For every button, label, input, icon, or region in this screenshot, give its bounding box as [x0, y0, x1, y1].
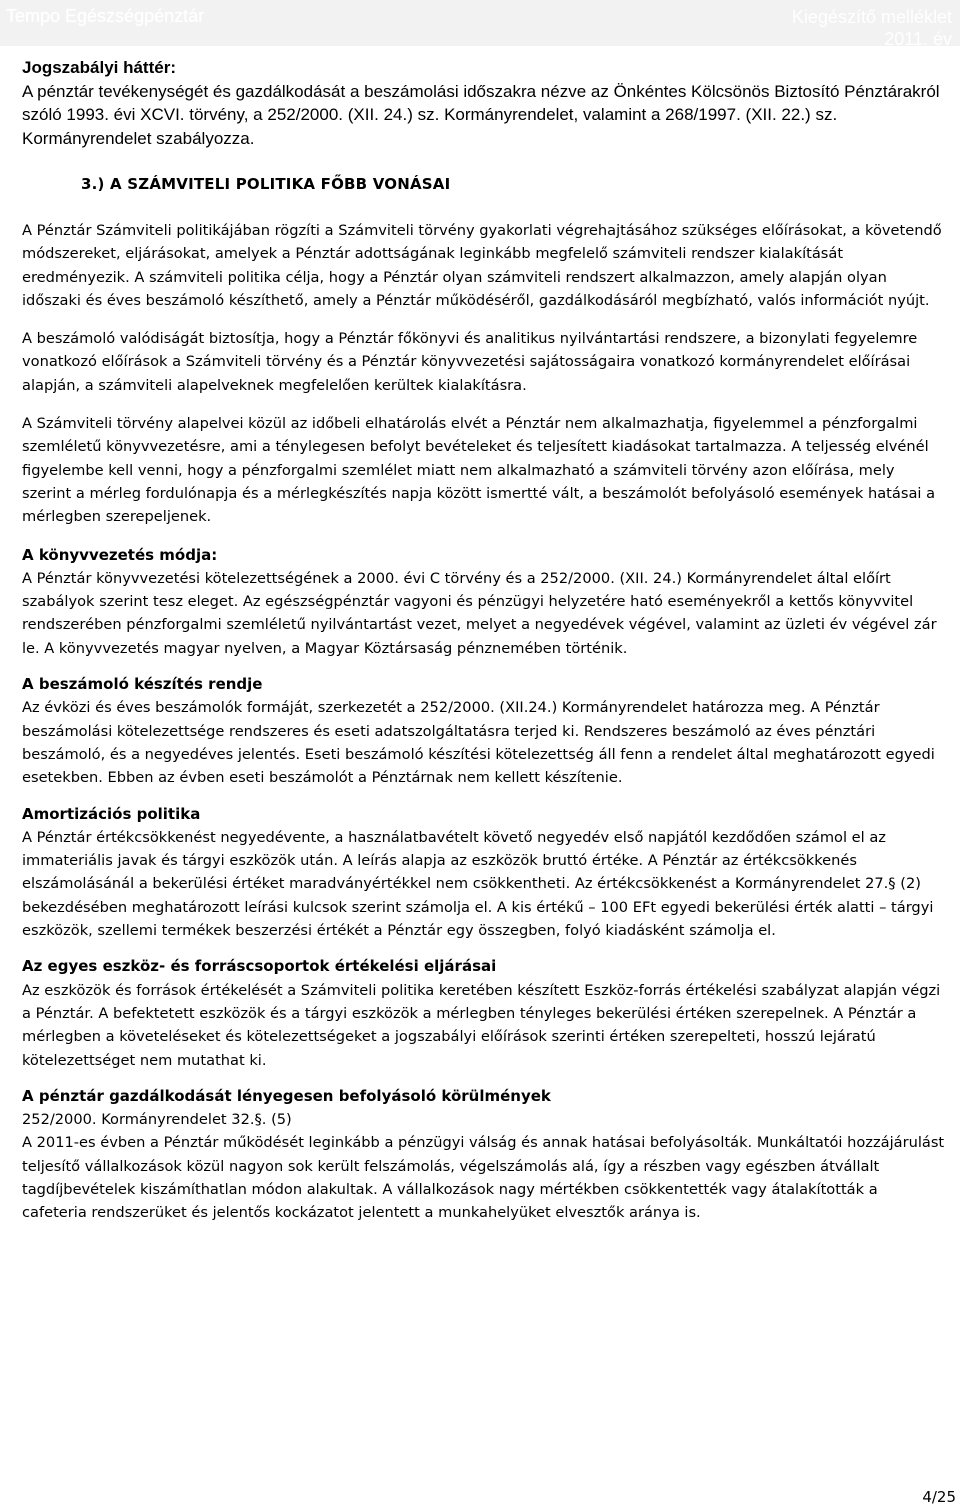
subsection-heading: A pénztár gazdálkodását lényegesen befolyásoló körülmények	[22, 1086, 551, 1105]
legal-background	[22, 56, 942, 150]
legal-title: Jogszabályi háttér:	[22, 58, 176, 77]
page-number: 4/25	[922, 1488, 956, 1506]
subsection-bookkeeping	[22, 544, 947, 660]
subsection-text: Az eszközök és források értékelését a Számviteli politika keretében készített Eszköz-forrás értékelési szabályzat alapján végzi a Pénztár. A befektetett eszközök és a tárgyi eszközök a mérlegben tényleges bekerülési értéken szerepelnek. A Pénztár a mérlegben a követeléseket és kötelezettségeket a jogszabályi előírások szerinti értéken szerepelteti, hosszú lejáratú kötelezettséget nem mutathat ki.	[22, 981, 941, 1069]
subsection-heading: Az egyes eszköz- és forráscsoportok értékelési eljárásai	[22, 957, 497, 976]
header-year: 2011. év	[884, 29, 952, 49]
subsection-reference: 252/2000. Kormányrendelet 32.§. (5)	[22, 1111, 292, 1129]
subsection-heading: A beszámoló készítés rendje	[22, 675, 263, 694]
section-title: 3.) A SZÁMVITELI POLITIKA FŐBB VONÁSAI	[81, 175, 451, 193]
subsection-report-order	[22, 673, 947, 789]
page-header	[0, 0, 960, 49]
subsection-heading: A könyvvezetés módja:	[22, 545, 218, 564]
subsection-text: A Pénztár értékcsökkenést negyedévente, a használatbavételt követő negyedév első napjától kezdődően számol el az immateriális javak és tárgyi eszközök után. A leírás alapja az eszközök bruttó értéke. A Pénztár az értékcsökkenés elszámolásánál a bekerülési értéket maradványértékkel nem csökkentheti. Az értékcsökkenést a Kormányrendelet 27.§ (2) bekezdésében meghatározott leírási kulcsok szerint számolja el. A kis értékű – 100 EFt egyedi bekerülési érték alatti – tárgyi eszközök, szellemi termékek beszerzési értékét a Pénztár egy összegben, folyó kiadásként számolja el.	[22, 828, 934, 940]
header-doc-info	[792, 6, 952, 50]
legal-text: A pénztár tevékenységét és gazdálkodását a beszámolási időszakra nézve az Önkéntes Kölcsönös Biztosító Pénztárakról szóló 1993. évi XCVI. törvény, a 252/2000. (XII. 24.) sz. Kormányrendelet, valamint a 268/1997. (XII. 22.) sz. Kormányrendelet szabályozza.	[22, 81, 940, 148]
paragraph: A Pénztár Számviteli politikájában rögzíti a Számviteli törvény gyakorlati végrehajtásához szükséges előírásokat, a követendő módszereket, eljárásokat, amelyek a Pénztár adottságának leginkább megfelelő számviteli rendszer kialakítását eredményezik. A számviteli politika célja, hogy a Pénztár olyan számviteli rendszert alkalmazzon, amely alapján olyan időszaki és éves beszámoló készíthető, amely a Pénztár működéséről, gazdálkodásáról megbízható, valós információt nyújt.	[22, 222, 942, 309]
paragraph: A Számviteli törvény alapelvei közül az időbeli elhatárolás elvét a Pénztár nem alkalmazhatja, figyelemmel a pénzforgalmi szemléletű könyvvezetésre, ami a ténylegesen befolyt bevételeket és teljesített kiadásokat tartalmazza. A teljesség elvénél figyelembe kell venni, hogy a pénzforgalmi szemlélet miatt nem alkalmazható a számviteli törvény azon előírása, mely szerint a mérleg fordulónapja és a mérlegkészítés napja között ismertté vált, a beszámolót befolyásoló események hatásai a mérlegben szerepeljenek.	[22, 415, 936, 526]
subsection-heading: Amortizációs politika	[22, 804, 201, 823]
subsection-amortization	[22, 803, 947, 943]
subsection-valuation	[22, 955, 947, 1071]
subsection-text: Az évközi és éves beszámolók formáját, szerkezetét a 252/2000. (XII.24.) Kormányrendelet határozza meg. A Pénztár beszámolási kötelezettsége rendszeres és eseti adatszolgáltatásra terjed ki. Rendszeres beszámoló az éves pénztári beszámoló, és a negyedéves jelentés. Eseti beszámoló készítési kötelezettség áll fenn a rendelet által meghatározott egyedi esetekben. Ebben az évben eseti beszámolót a Pénztárnak nem kellett készítenie.	[22, 699, 935, 787]
subsection-text: A Pénztár könyvvezetési kötelezettségének a 2000. évi C törvény és a 252/2000. (XII. 24.) Kormányrendelet által előírt szabályok szerint tesz eleget. Az egészségpénztár vagyoni és pénzügyi helyzetére ható eseményekről a kettős könyvvitel rendszerében pénzforgalmi szemléletű nyilvántartást vezet, melyet a negyedévek végével, valamint az üzleti év végével zár le. A könyvvezetés magyar nyelven, a Magyar Köztársaság pénznemében történik.	[22, 569, 937, 657]
header-doc-title: Kiegészítő melléklet	[791, 7, 952, 27]
subsection-text: A 2011-es évben a Pénztár működését leginkább a pénzügyi válság és annak hatásai befolyásolták. Munkáltatói hozzájárulást teljesítő vállalkozások közül nagyon sok került felszámolás, végelszámolás alá, így a részben vagy egészben átvállalt tagdíjbevételek kiszámíthatlan módon alakultak. A vállalkozások nagy mértékben csökkentették vagy átalakították a cafeteria rendszerüket és jelentős kockázatot jelentett a munkahelyüket elvesztők aránya is.	[22, 1134, 945, 1222]
subsection-circumstances	[22, 1085, 947, 1225]
main-content	[22, 219, 947, 1238]
header-company: Tempo Egészségpénztár	[6, 6, 205, 26]
paragraph: A beszámoló valódiságát biztosítja, hogy a Pénztár főkönyvi és analitikus nyilvántartási rendszere, a bizonylati fegyelemre vonatkozó előírások a Számviteli törvény és a Pénztár könyvvezetési sajátosságaira vonatkozó kormányrendelet előírásai alapján, a számviteli alapelveknek megfelelően kerültek kialakításra.	[22, 330, 918, 394]
